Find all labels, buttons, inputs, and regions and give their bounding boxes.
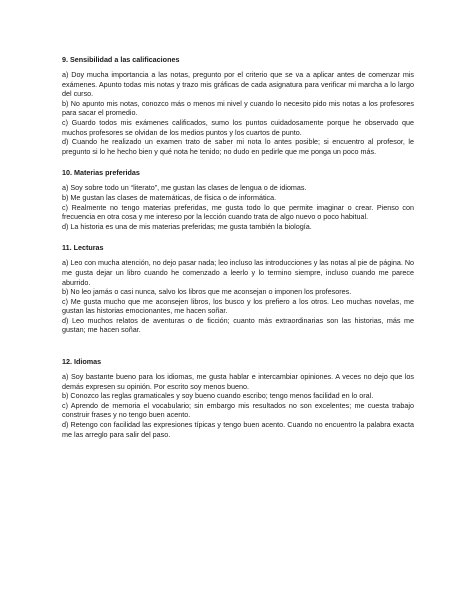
option-a: a) Leo con mucha atención, no dejo pasar nada; leo incluso las introducciones y las notas al pie de página. No me gusta dejar un libro cuando he comenzado a leerlo y lo termino siempre, incluso cuando me parece aburrido. xyxy=(62,258,415,287)
option-c: c) Guardo todos mis exámenes calificados, sumo los puntos cuidadosamente porque he observado que muchos profesores se olvidan de los medios puntos y los cuartos de punto. xyxy=(62,117,414,137)
option-a: a) Soy sobre todo un “literato”, me gustan las clases de lengua o de idiomas. xyxy=(62,183,307,193)
section-materias xyxy=(62,168,414,231)
option-d: d) La historia es una de mis materias preferidas; me gusta también la biología. xyxy=(62,221,312,231)
option-b: b) No apunto mis notas, conozco más o menos mi nivel y cuando lo necesito pido mis notas a los profesores para sacar el promedio. xyxy=(62,98,414,118)
option-b: b) No leo jamás o casi nunca, salvo los libros que me aconsejan o imponen los profesores. xyxy=(62,287,352,297)
option-c: c) Aprendo de memoria el vocabulario; sin embargo mis resultados no son excelentes; me cuesta trabajo construir frases y no tengo buen acento. xyxy=(62,400,414,420)
option-a: a) Doy mucha importancia a las notas, pregunto por el criterio que se va a aplicar antes de comenzar mis exámenes. Apunto todas mis notas y trazo mis gráficas de cada asignatura para verificar mi marcha a lo largo del curso. xyxy=(62,70,414,99)
section-title: 10. Materias preferidas xyxy=(62,168,140,178)
option-b: b) Conozco las reglas gramaticales y soy bueno cuando escribo; tengo menos facilidad en lo oral. xyxy=(62,391,374,401)
option-a: a) Soy bastante bueno para los idiomas, me gusta hablar e intercambiar opiniones. A veces no dejo que los demás expresen su opinión. Por escrito soy menos bueno. xyxy=(62,372,414,391)
section-idiomas xyxy=(62,357,414,439)
option-d: d) Cuando he realizado un examen trato de saber mi nota lo antes posible; si encuentro al profesor, le pregunto si lo he hecho bien y qué nota he tenido; no dudo en pedirle que me ponga un poco más. xyxy=(62,137,414,156)
section-lecturas xyxy=(62,243,414,335)
option-c: c) Realmente no tengo materias preferidas, me gusta todo lo que permite imaginar o crear. Pienso con frecuencia en otra cosa y me intereso por la lección cuando trata de algo nuevo o poco habitual. xyxy=(62,202,414,222)
section-title: 11. Lecturas xyxy=(62,243,104,253)
section-sensibilidad xyxy=(62,55,414,156)
section-title: 12. Idiomas xyxy=(62,357,102,367)
option-c: c) Me gusta mucho que me aconsejen libros, los busco y los prefiero a los otros. Leo muchas novelas, me gustan las historias emocionantes, me hacen soñar. xyxy=(62,296,414,316)
option-b: b) Me gustan las clases de matemáticas, de física o de informática. xyxy=(62,192,277,202)
document-body xyxy=(62,55,414,451)
section-title: 9. Sensibilidad a las calificaciones xyxy=(62,55,180,64)
option-d: d) Retengo con facilidad las expresiones típicas y tengo buen acento. Cuando no encuentro la palabra exacta me las arreglo para salir del paso. xyxy=(62,420,414,439)
option-d: d) Leo muchos relatos de aventuras o de ficción; cuanto más extraordinarias son las historias, más me gustan; me hacen soñar. xyxy=(62,315,414,335)
